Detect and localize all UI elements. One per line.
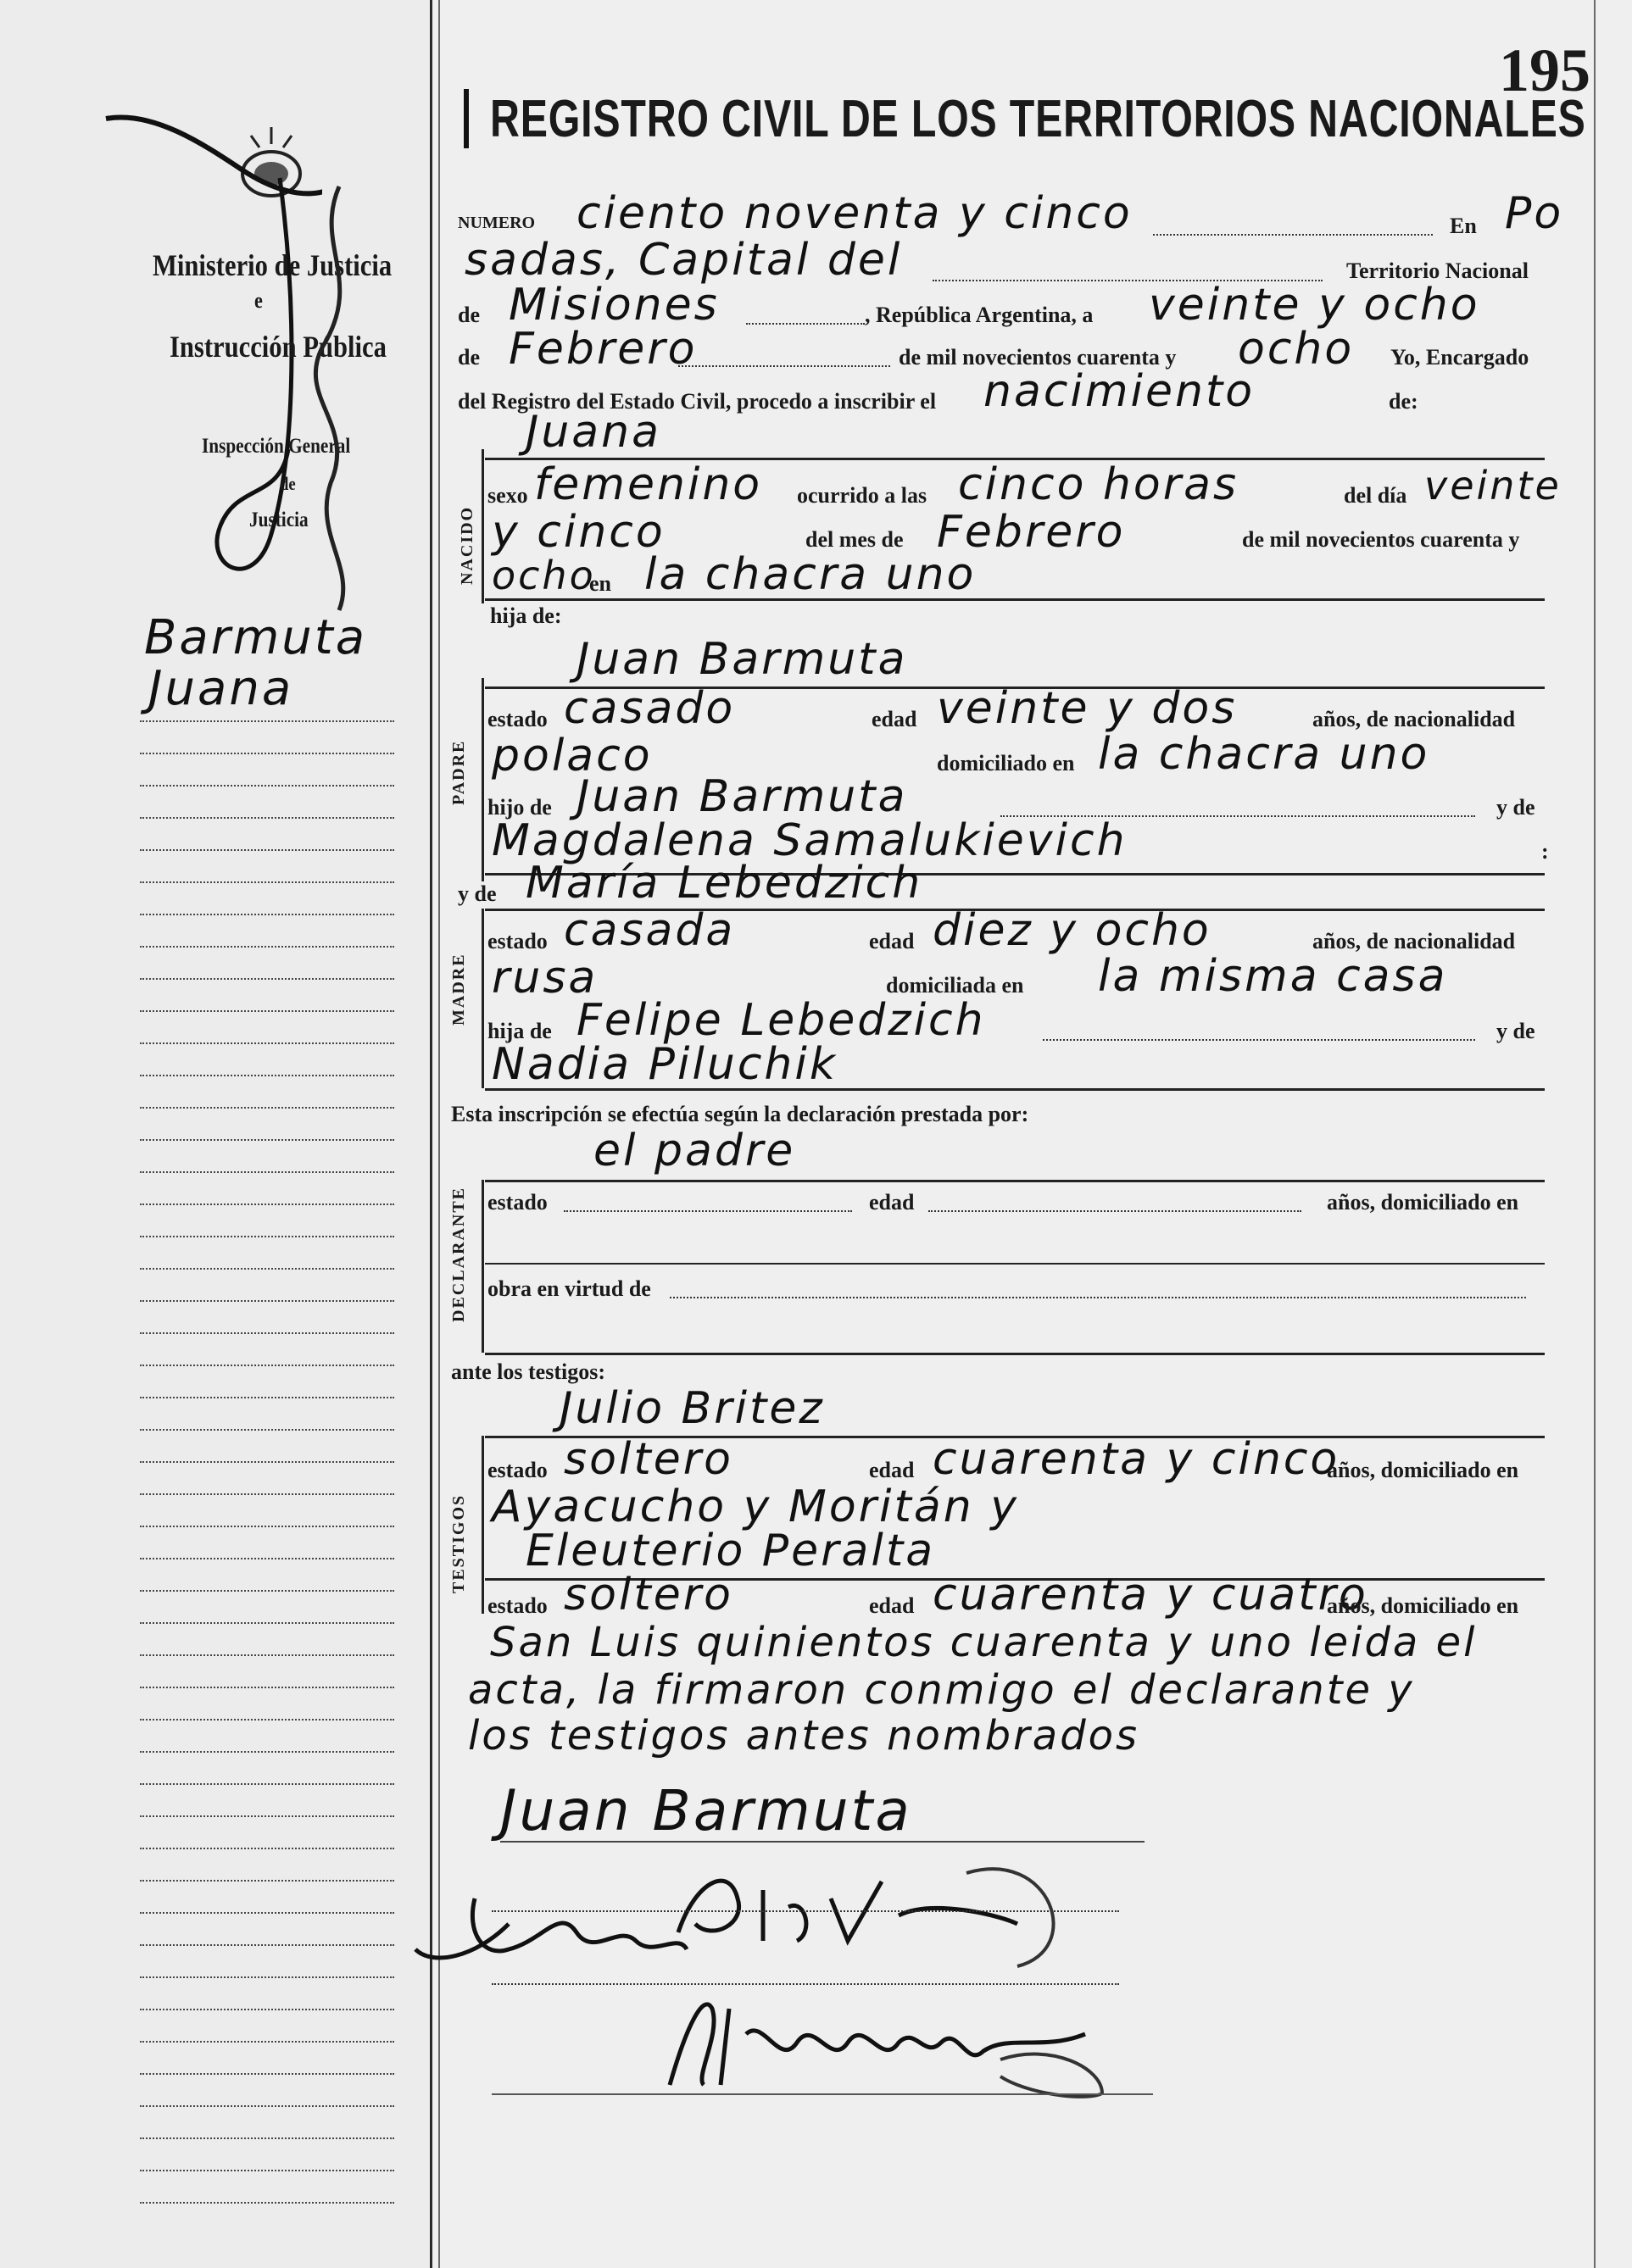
declarant-signature: Juan Barmuta (500, 1778, 912, 1843)
witness1-age: cuarenta y cinco (933, 1434, 1340, 1485)
witness2-anos-label: años, domiciliado en (1327, 1593, 1519, 1618)
mother-y-de-label2: y de (1496, 1019, 1535, 1043)
republica-label: , República Argentina, a (865, 303, 1094, 327)
birth-place: la chacra uno (644, 549, 977, 600)
father-name: Juan Barmuta (576, 634, 908, 685)
inspection-line3: Justicia (249, 509, 309, 531)
birth-day-part2: y cinco (492, 507, 666, 558)
father-domiciliado-label: domiciliado en (937, 751, 1075, 775)
padre-section-label: PADRE (449, 739, 468, 805)
year-label: de mil novecientos cuarenta y (899, 345, 1177, 370)
mother-edad-label: edad (869, 929, 915, 953)
birth-day-part1: veinte (1424, 463, 1562, 509)
witness1-estado-label: estado (487, 1458, 548, 1482)
declarante-section-label: DECLARANTE (449, 1186, 468, 1322)
mother-estado-label: estado (487, 929, 548, 953)
closing-line3: los testigos antes nombrados (468, 1712, 1140, 1759)
witness2-age: cuarenta y cuatro (933, 1570, 1368, 1620)
witness2-name: Eleuterio Peralta (526, 1526, 936, 1576)
father-colon: : (1541, 839, 1549, 864)
birth-month: Febrero (937, 507, 1126, 558)
witness1-name: Julio Britez (560, 1383, 825, 1434)
declarant-anos-label: años, domiciliado en (1327, 1190, 1519, 1215)
sexo-label: sexo (487, 483, 528, 508)
mother-hija-de-label: hija de (487, 1019, 552, 1043)
ocurrido-label: ocurrido a las (797, 483, 927, 508)
mother-estado: casada (564, 905, 736, 956)
witness2-estado-label: estado (487, 1593, 548, 1618)
testigos-section-label: TESTIGOS (449, 1493, 468, 1593)
title-mark (441, 85, 492, 153)
mother-anos-label: años, de nacionalidad (1312, 929, 1516, 953)
witnesses-intro: ante los testigos: (451, 1359, 605, 1384)
sex-value: femenino (534, 459, 763, 510)
father-edad-label: edad (872, 707, 917, 731)
en-label-2: en (589, 571, 611, 596)
registro-label: del Registro del Estado Civil, procedo a inscribir el (458, 389, 937, 414)
vertical-signature (288, 178, 390, 619)
declarant-intro: Esta inscripción se efectúa según la declaración prestada por: (451, 1102, 1029, 1126)
de-colon: de: (1389, 389, 1418, 414)
right-edge-rule (1594, 0, 1596, 2268)
witness1-anos-label: años, domiciliado en (1327, 1458, 1519, 1482)
numero-label: NUMERO (458, 214, 536, 232)
ministry-line3: Instrucción Pública (170, 330, 387, 364)
father-mother: Magdalena Samalukievich (492, 815, 1128, 866)
registrar-signature (644, 1975, 1119, 2102)
en-label: En (1450, 214, 1477, 238)
ministry-line1: Ministerio de Justicia (153, 248, 393, 282)
act-type: nacimiento (983, 366, 1256, 417)
year-value: ocho (1238, 324, 1355, 375)
madre-section-label: MADRE (449, 953, 468, 1026)
mother-y-de-label: y de (458, 881, 497, 906)
mother-father: Felipe Lebedzich (576, 995, 986, 1046)
mother-domiciliada-label: domiciliada en (886, 973, 1024, 998)
place-part2: sadas, Capital del (465, 235, 903, 286)
witness1-edad-label: edad (869, 1458, 915, 1482)
nacido-section-label: NACIDO (458, 505, 476, 585)
place-part1: Po (1505, 188, 1564, 239)
inspection-line2: de (280, 473, 296, 494)
father-y-de-label: y de (1496, 795, 1535, 820)
territorio-label: Territorio Nacional (1346, 258, 1529, 283)
de-label-2: de (458, 345, 480, 370)
declarant-name: el padre (593, 1126, 796, 1176)
father-estado-label: estado (487, 707, 548, 731)
father-nationality: polaco (492, 731, 653, 781)
territory: Misiones (509, 280, 720, 331)
del-mes-label: del mes de (805, 527, 904, 552)
inspection-line1: Inspección General (202, 435, 351, 458)
margin-surname: Barmuta (144, 610, 368, 665)
father-anos-label: años, de nacionalidad (1312, 707, 1516, 731)
closing-line1: San Luis quinientos cuarenta y uno leida el (490, 1619, 1478, 1666)
child-name: Juana (526, 407, 661, 458)
witness1-estado: soltero (564, 1434, 733, 1485)
father-hijo-de-label: hijo de (487, 795, 552, 820)
witness2-edad-label: edad (869, 1593, 915, 1618)
witness2-estado: soltero (564, 1570, 733, 1620)
declarant-edad-label: edad (869, 1190, 915, 1215)
mother-mother: Nadia Piluchik (492, 1039, 838, 1090)
father-father: Juan Barmuta (576, 771, 908, 822)
page-title: REGISTRO CIVIL DE LOS TERRITORIOS NACIONALES (490, 90, 1586, 148)
declarant-estado-label: estado (487, 1190, 548, 1215)
father-domicile: la chacra uno (1098, 729, 1430, 780)
declarant-obra-label: obra en virtud de (487, 1276, 651, 1301)
hija-de-label: hija de: (490, 603, 562, 628)
mother-nationality: rusa (492, 953, 599, 1003)
de-label-1: de (458, 303, 480, 327)
birth-year-label: de mil novecientos cuarenta y (1242, 527, 1520, 552)
mother-name: María Lebedzich (526, 858, 923, 909)
folio-number: 195 (1499, 36, 1590, 104)
closing-line2: acta, la firmaron conmigo el declarante y (468, 1666, 1415, 1714)
birth-year: ocho (492, 553, 596, 598)
hour-value: cinco horas (958, 459, 1239, 510)
mother-domicile: la misma casa (1098, 951, 1448, 1002)
month-value: Febrero (509, 324, 698, 375)
mother-age: diez y ocho (933, 905, 1211, 956)
witness-signatures (407, 1848, 1085, 1983)
father-estado: casado (564, 683, 736, 734)
witness1-domicile: Ayacucho y Moritán y (492, 1481, 1019, 1532)
del-dia-label: del día (1344, 483, 1407, 508)
father-age: veinte y dos (937, 683, 1238, 734)
encargado-label: Yo, Encargado (1390, 345, 1529, 370)
ministry-line2: e (254, 288, 263, 313)
numero-value: ciento noventa y cinco (576, 188, 1133, 239)
day-value: veinte y ocho (1149, 280, 1480, 331)
margin-given-name: Juana (148, 661, 294, 716)
